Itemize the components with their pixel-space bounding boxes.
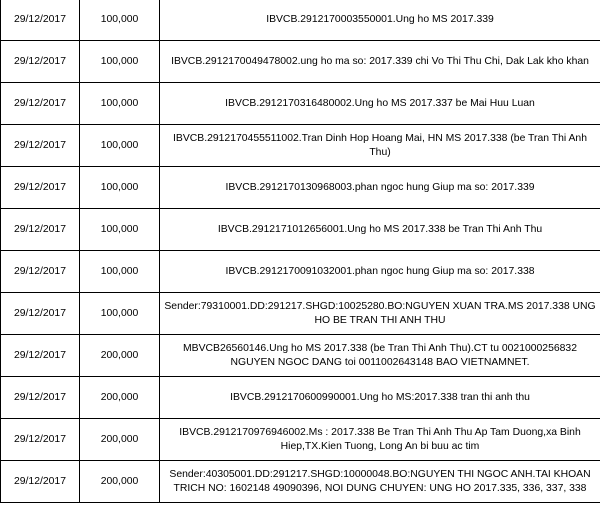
date-cell: 29/12/2017 [1,83,80,125]
date-cell: 29/12/2017 [1,125,80,167]
table-row [1,293,600,335]
table-row [1,167,600,209]
description-cell: IBVCB.2912170130968003.phan ngoc hung Giup ma so: 2017.339 [160,167,600,209]
amount-cell: 100,000 [80,209,160,251]
table-row [1,209,600,251]
amount-cell: 200,000 [80,335,160,377]
description-cell: IBVCB.2912170049478002.ung ho ma so: 2017.339 chi Vo Thi Thu Chi, Dak Lak kho khan [160,41,600,83]
date-cell: 29/12/2017 [1,167,80,209]
description-cell: MBVCB26560146.Ung ho MS 2017.338 (be Tran Thi Anh Thu).CT tu 0021000256832 NGUYEN NGOC DANG toi 0011002643148 BAO VIETNAMNET. [160,335,600,377]
amount-cell: 200,000 [80,461,160,503]
date-cell: 29/12/2017 [1,251,80,293]
description-cell: IBVCB.2912170600990001.Ung ho MS:2017.338 tran thi anh thu [160,377,600,419]
amount-cell: 100,000 [80,251,160,293]
date-cell: 29/12/2017 [1,0,80,41]
amount-cell: 200,000 [80,419,160,461]
table-row [1,83,600,125]
description-cell: IBVCB.2912170455511002.Tran Dinh Hop Hoang Mai, HN MS 2017.338 (be Tran Thi Anh Thu) [160,125,600,167]
amount-cell: 100,000 [80,167,160,209]
description-cell: IBVCB.2912170316480002.Ung ho MS 2017.337 be Mai Huu Luan [160,83,600,125]
table-row [1,41,600,83]
date-cell: 29/12/2017 [1,209,80,251]
description-cell: Sender:40305001.DD:291217.SHGD:10000048.BO:NGUYEN THI NGOC ANH.TAI KHOAN TRICH NO: 1602148 49090396, NOI DUNG CHUYEN: UNG HO 2017.335, 336, 337, 338 [160,461,600,503]
amount-cell: 100,000 [80,41,160,83]
table-row [1,251,600,293]
date-cell: 29/12/2017 [1,419,80,461]
date-cell: 29/12/2017 [1,335,80,377]
amount-cell: 200,000 [80,377,160,419]
amount-cell: 100,000 [80,293,160,335]
table-row [1,125,600,167]
date-cell: 29/12/2017 [1,293,80,335]
amount-cell: 100,000 [80,125,160,167]
description-cell: IBVCB.2912171012656001.Ung ho MS 2017.338 be Tran Thi Anh Thu [160,209,600,251]
table-row [1,335,600,377]
date-cell: 29/12/2017 [1,377,80,419]
description-cell: IBVCB.2912170003550001.Ung ho MS 2017.339 [160,0,600,41]
table-row [1,461,600,503]
description-cell: Sender:79310001.DD:291217.SHGD:10025280.BO:NGUYEN XUAN TRA.MS 2017.338 UNG HO BE TRAN THI ANH THU [160,293,600,335]
table-body [1,0,600,503]
table-row [1,0,600,41]
amount-cell: 100,000 [80,0,160,41]
table-row [1,419,600,461]
description-cell: IBVCB.2912170976946002.Ms : 2017.338 Be Tran Thi Anh Thu Ap Tam Duong,xa Binh Hiep,TX.Kien Tuong, Long An bi buu ac tim [160,419,600,461]
description-cell: IBVCB.2912170091032001.phan ngoc hung Giup ma so: 2017.338 [160,251,600,293]
amount-cell: 100,000 [80,83,160,125]
date-cell: 29/12/2017 [1,461,80,503]
date-cell: 29/12/2017 [1,41,80,83]
table-row [1,377,600,419]
